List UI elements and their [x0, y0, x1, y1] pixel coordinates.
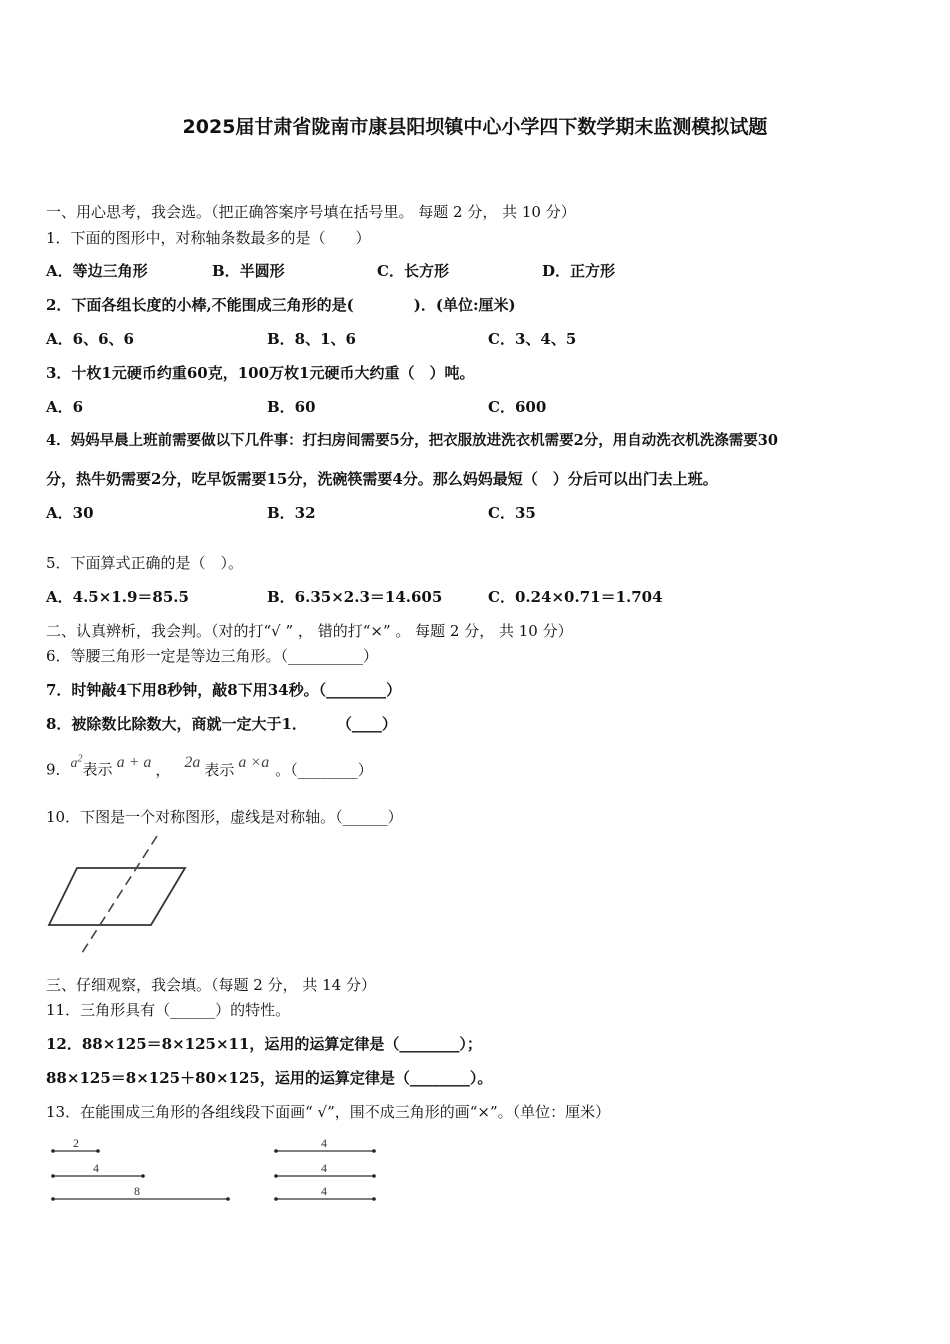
q3-option-a: A．6: [46, 398, 84, 416]
q13-segments-right: [268, 1132, 388, 1207]
q4-option-a: A．30: [46, 504, 94, 522]
segment-label: 4: [93, 1161, 99, 1175]
question-12-line-2: 88×125＝8×125＋80×125，运用的运算定律是（________）。: [46, 1069, 493, 1087]
q9-separator: ，: [155, 760, 171, 779]
segment-label: 4: [321, 1136, 327, 1150]
question-3: 3．十枚1元硬币约重60克，100万枚1元硬币大约重（ ）吨。: [46, 364, 475, 382]
q9-exponent: 2: [77, 753, 83, 764]
q10-parallelogram-figure: [40, 830, 200, 960]
symmetry-axis-dashed-line: [80, 836, 157, 956]
question-2: 2．下面各组长度的小棒,不能围成三角形的是( )．(单位:厘米): [46, 296, 516, 314]
q2-option-a: A．6、6、6: [46, 330, 134, 348]
q4-option-b: B．32: [267, 504, 316, 522]
segment-label: 2: [73, 1136, 79, 1150]
question-8: 8．被除数比除数大，商就一定大于1． （____）: [46, 715, 397, 733]
q13-segments-left: [45, 1132, 245, 1207]
q1-option-d: D．正方形: [542, 262, 616, 280]
q9-a-squared: [70, 753, 83, 771]
q9-expr-1: a + a: [116, 753, 152, 771]
section-2-heading: 二、认真辨析，我会判。（对的打“√ ” ， 错的打“×” 。 每题 2 分， 共 10 分）: [46, 622, 573, 640]
question-9: [46, 752, 373, 787]
q1-option-a: A．等边三角形: [46, 262, 148, 280]
q5-option-c: C．0.24×0.71＝1.704: [488, 588, 663, 606]
q9-two-a: 2a: [184, 753, 201, 771]
segment-label: 4: [321, 1161, 327, 1175]
segment-label: 4: [321, 1184, 327, 1198]
question-4-line-2: 分，热牛奶需要2分，吃早饭需要15分，洗碗筷需要4分。那么妈妈最短（ ）分后可以出门去上班。: [46, 470, 718, 488]
q4-option-c: C．35: [488, 504, 536, 522]
segment-label: 8: [134, 1184, 140, 1198]
question-11: 11．三角形具有（______）的特性。: [46, 1001, 291, 1019]
page-title: 2025届甘肃省陇南市康县阳坝镇中心小学四下数学期末监测模拟试题: [182, 116, 768, 138]
question-6: 6．等腰三角形一定是等边三角形。（__________）: [46, 647, 379, 665]
q3-option-b: B．60: [267, 398, 316, 416]
q9-expr-2: a ×a: [238, 753, 270, 771]
q5-option-a: A．4.5×1.9＝85.5: [46, 588, 189, 606]
q9-a: a: [70, 755, 78, 771]
q5-option-b: B．6.35×2.3＝14.605: [267, 588, 443, 606]
q9-number: 9．: [46, 760, 71, 779]
question-12-line-1: 12．88×125＝8×125×11，运用的运算定律是（________）；: [46, 1035, 482, 1053]
q1-option-c: C．长方形: [377, 262, 449, 280]
question-10: 10．下图是一个对称图形，虚线是对称轴。（______）: [46, 808, 403, 826]
question-4-line-1: 4．妈妈早晨上班前需要做以下几件事：打扫房间需要5分，把衣服放进洗衣机需要2分，用自动洗衣机洗涤需要30: [46, 432, 778, 449]
q2-option-b: B．8、1、6: [267, 330, 356, 348]
q9-word-2: 表示: [204, 760, 235, 779]
q9-tail: 。（________）: [275, 760, 373, 779]
question-5: 5．下面算式正确的是（ ）。: [46, 554, 244, 572]
parallelogram-shape: [49, 868, 185, 925]
q3-option-c: C．600: [488, 398, 547, 416]
section-1-heading: 一、用心思考，我会选。（把正确答案序号填在括号里。 每题 2 分， 共 10 分）: [46, 203, 576, 221]
question-13: 13．在能围成三角形的各组线段下面画“ √”，围不成三角形的画“×”。（单位：厘米）: [46, 1103, 611, 1121]
q2-option-c: C．3、4、5: [488, 330, 577, 348]
q9-word-1: 表示: [82, 760, 113, 779]
question-7: 7．时钟敲4下用8秒钟，敲8下用34秒。（________）: [46, 681, 402, 699]
section-3-heading: 三、仔细观察，我会填。（每题 2 分， 共 14 分）: [46, 976, 376, 994]
question-1: 1．下面的图形中，对称轴条数最多的是（ ）: [46, 229, 371, 247]
q1-option-b: B．半圆形: [212, 262, 285, 280]
